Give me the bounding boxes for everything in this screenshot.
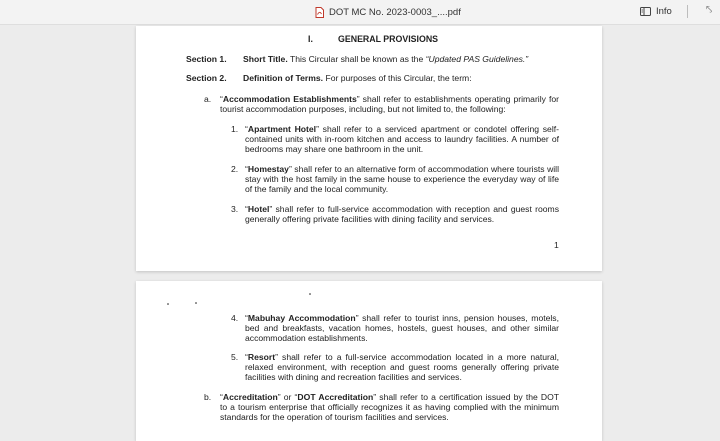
item-b-label: b. [204, 392, 212, 402]
list-item-number: 1. [231, 124, 239, 134]
list-item-hotel: “Hotel” shall refer to full-service accommodation with reception and guest rooms generally offering private facilities with dining facility and services. [245, 204, 559, 224]
info-label: Info [656, 6, 672, 17]
scan-speck [309, 293, 311, 295]
heading-title: GENERAL PROVISIONS [338, 34, 439, 44]
toolbar-divider [687, 5, 688, 18]
section-2-text: Definition of Terms. For purposes of this Circular, the term: [243, 73, 472, 83]
info-panel-icon [640, 7, 651, 16]
viewer-toolbar [0, 0, 720, 25]
section-2-label: Section 2. [186, 73, 227, 83]
item-b-accreditation: “Accreditation” or “DOT Accreditation” shall refer to a certification issued by the DOT to a tourism enterprise that officially recognizes it as having complied with the minimum standards for the operation of tourism facilities and services. [220, 392, 560, 422]
pdf-file-icon [315, 7, 324, 18]
document-page-1 [136, 26, 602, 271]
section-1-label: Section 1. [186, 54, 227, 64]
list-item-number: 5. [231, 352, 239, 362]
collapse-icon[interactable]: ⤣ [706, 4, 713, 16]
scan-speck [167, 303, 169, 305]
info-button[interactable] [640, 4, 672, 19]
list-item-number: 3. [231, 204, 239, 214]
scan-speck [195, 302, 197, 304]
document-page-2 [136, 281, 602, 441]
list-item-homestay: “Homestay” shall refer to an alternative form of accommodation where tourists will stay with the host family in the same house to experience the everyday way of life of the family and the local community. [245, 164, 559, 194]
item-a-text: “Accommodation Establishments” shall refer to establishments operating primarily for tourist accommodation purposes, including, but not limited to, the following: [220, 94, 559, 114]
list-item-number: 2. [231, 164, 239, 174]
list-item-mabuhay-accommodation: “Mabuhay Accommodation” shall refer to tourist inns, pension houses, motels, bed and breakfasts, vacation homes, hostels, guest houses, and other similar accommodation establishments. [245, 313, 559, 343]
file-title [315, 5, 461, 19]
list-item-resort: “Resort” shall refer to a full-service accommodation located in a more natural, relaxed environment, with reception and guest rooms generally offering private facilities with dining and recreation facilities and services. [245, 352, 559, 382]
page-number: 1 [554, 240, 559, 250]
section-1-text: Short Title. This Circular shall be known as the “Updated PAS Guidelines.” [243, 54, 529, 64]
list-item-number: 4. [231, 313, 239, 323]
file-name: DOT MC No. 2023-0003_....pdf [329, 6, 461, 18]
item-a-label: a. [204, 94, 212, 104]
heading-number: I. [308, 34, 313, 44]
list-item-apartment-hotel: “Apartment Hotel” shall refer to a serviced apartment or condotel offering self-contained units with in-room kitchen and access to laundry facilities. A number of bedrooms may share one bathroom in the unit. [245, 124, 559, 154]
